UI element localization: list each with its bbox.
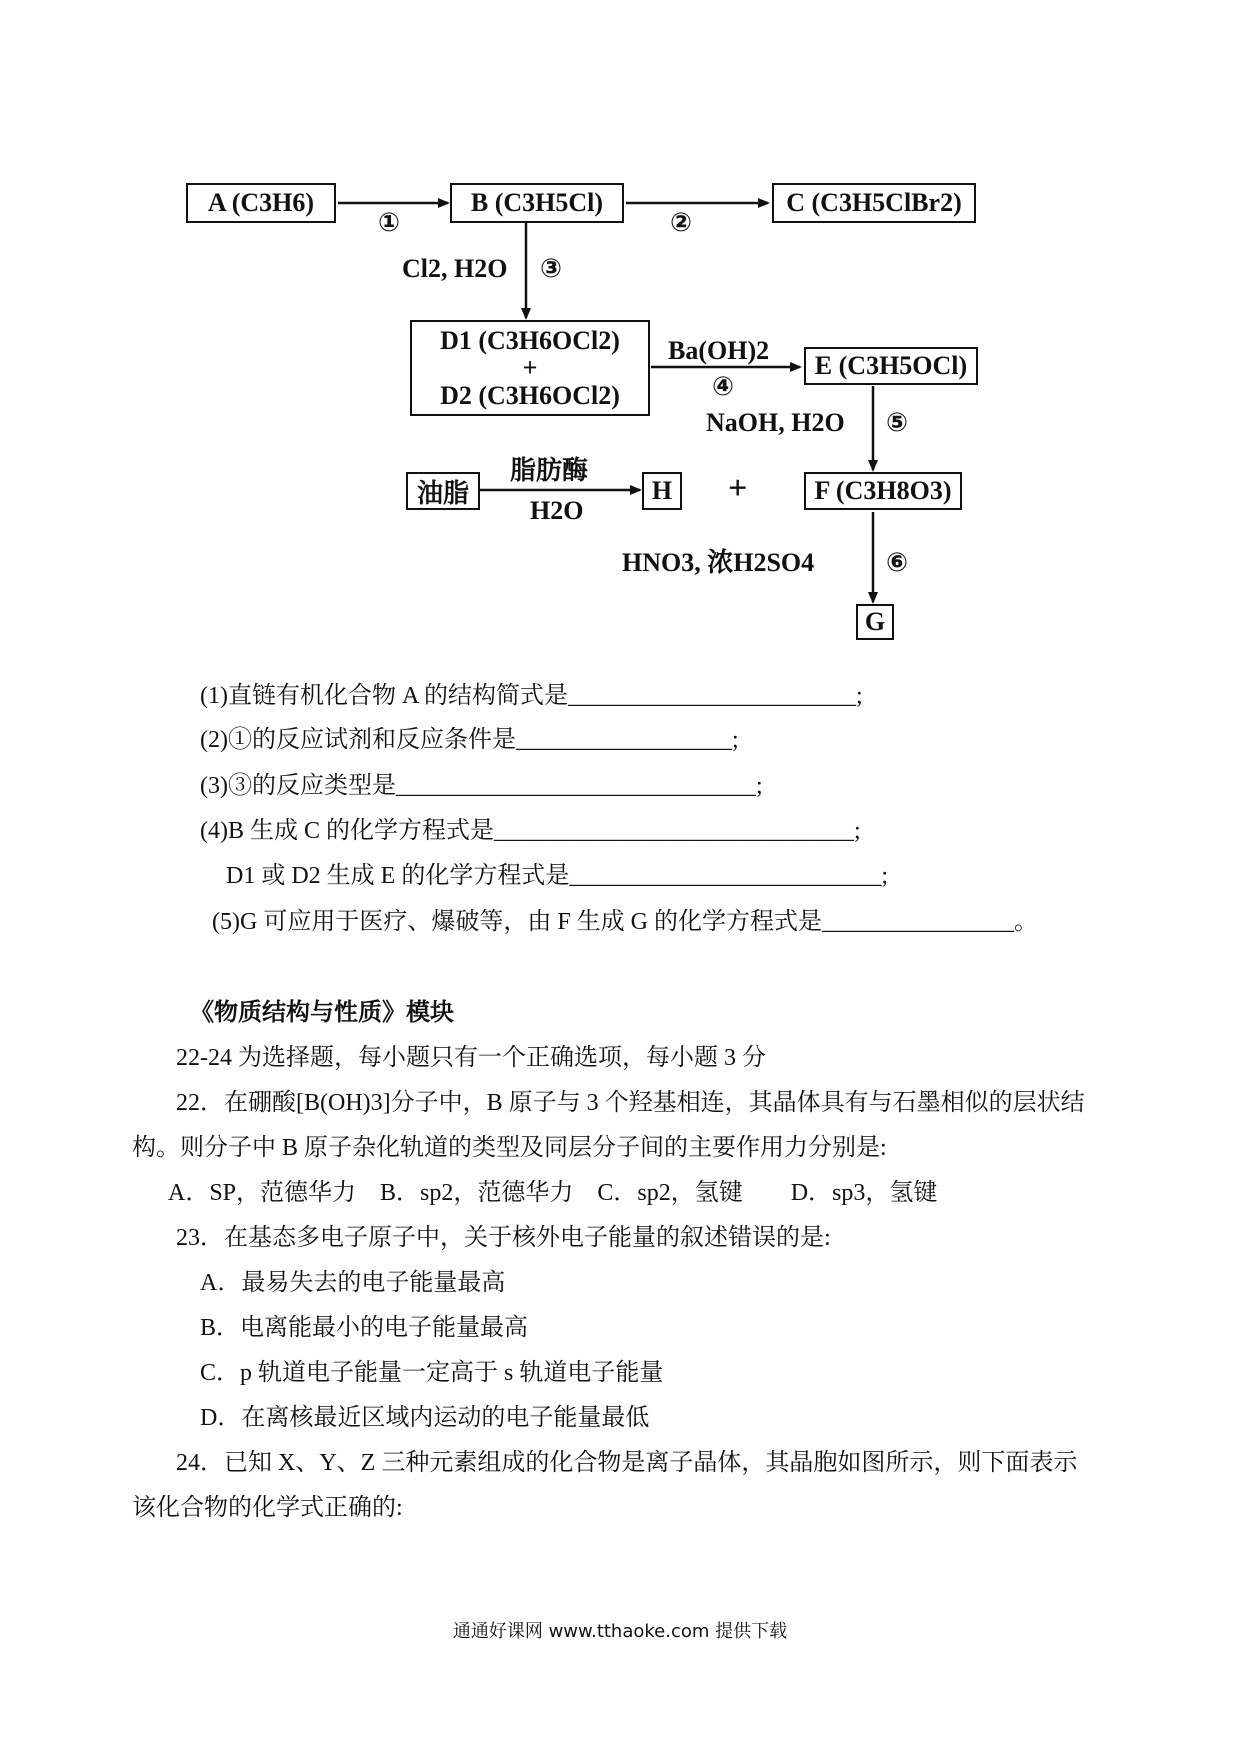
question-4b: D1 或 D2 生成 E 的化学方程式是__________________________; xyxy=(226,863,888,889)
compound-f-box: F (C3H8O3) xyxy=(804,472,962,510)
question-4: (4)B 生成 C 的化学方程式是______________________________; xyxy=(200,818,861,844)
step-3-marker: ③ xyxy=(540,254,563,284)
reagent-6: HNO3, 浓H2SO4 xyxy=(622,548,815,577)
module-intro: 22-24 为选择题，每小题只有一个正确选项，每小题 3 分 xyxy=(176,1045,766,1071)
compound-d2-label: D2 (C3H6OCl2) xyxy=(440,380,620,410)
compound-g-box: G xyxy=(856,604,894,640)
compound-d1-label: D1 (C3H6OCl2) xyxy=(440,326,620,356)
question-1: (1)直链有机化合物 A 的结构简式是________________________; xyxy=(200,683,863,709)
question-23-stem: 23．在基态多电子原子中，关于核外电子能量的叙述错误的是: xyxy=(176,1225,831,1251)
compound-c-box: C (C3H5ClBr2) xyxy=(772,183,976,223)
question-23-option-b: B．电离能最小的电子能量最高 xyxy=(200,1315,529,1341)
step-5-marker: ⑤ xyxy=(886,408,909,438)
question-23-option-a: A．最易失去的电子能量最高 xyxy=(200,1270,506,1296)
question-22-line-1: 22．在硼酸[B(OH)3]分子中，B 原子与 3 个羟基相连，其晶体具有与石墨相似的层状结 xyxy=(176,1090,1085,1116)
question-22-options: A．SP，范德华力 B．sp2，范德华力 C．sp2，氢键 D．sp3，氢键 xyxy=(168,1180,938,1206)
oil-box: 油脂 xyxy=(406,472,480,510)
question-23-option-c: C．p 轨道电子能量一定高于 s 轨道电子能量 xyxy=(200,1360,664,1386)
question-5: (5)G 可应用于医疗、爆破等，由 F 生成 G 的化学方程式是________________。 xyxy=(212,909,1038,935)
question-3: (3)③的反应类型是______________________________; xyxy=(200,773,763,799)
compound-d-box xyxy=(410,320,650,416)
compound-h-box: H xyxy=(642,472,682,510)
step-6-marker: ⑥ xyxy=(886,548,909,578)
plus-sign: + xyxy=(522,353,538,383)
compound-a-box: A (C3H6) xyxy=(186,183,336,223)
question-2: (2)①的反应试剂和反应条件是__________________; xyxy=(200,727,739,753)
module-title: 《物质结构与性质》模块 xyxy=(190,1000,454,1026)
plus-sign: + xyxy=(728,470,748,507)
page-footer: 通通好课网 www.tthaoke.com 提供下载 xyxy=(452,1621,788,1642)
step-4-marker: ④ xyxy=(712,372,735,402)
reagent-oil-top: 脂肪酶 xyxy=(510,456,589,485)
question-22-line-2: 构。则分子中 B 原子杂化轨道的类型及同层分子间的主要作用力分别是: xyxy=(132,1135,887,1161)
compound-b-box: B (C3H5Cl) xyxy=(450,183,624,223)
question-24-line-2: 该化合物的化学式正确的: xyxy=(132,1495,403,1521)
step-1-marker: ① xyxy=(378,208,401,238)
step-2-marker: ② xyxy=(670,208,693,238)
reagent-5: NaOH, H2O xyxy=(706,408,845,437)
compound-e-box: E (C3H5OCl) xyxy=(804,347,978,385)
question-23-option-d: D．在离核最近区域内运动的电子能量最低 xyxy=(200,1405,650,1431)
reagent-4: Ba(OH)2 xyxy=(668,336,770,365)
reagent-oil-bottom: H2O xyxy=(530,496,584,525)
reagent-3: Cl2, H2O xyxy=(402,254,508,283)
question-24-line-1: 24．已知 X、Y、Z 三种元素组成的化合物是离子晶体，其晶胞如图所示，则下面表示 xyxy=(176,1450,1078,1476)
